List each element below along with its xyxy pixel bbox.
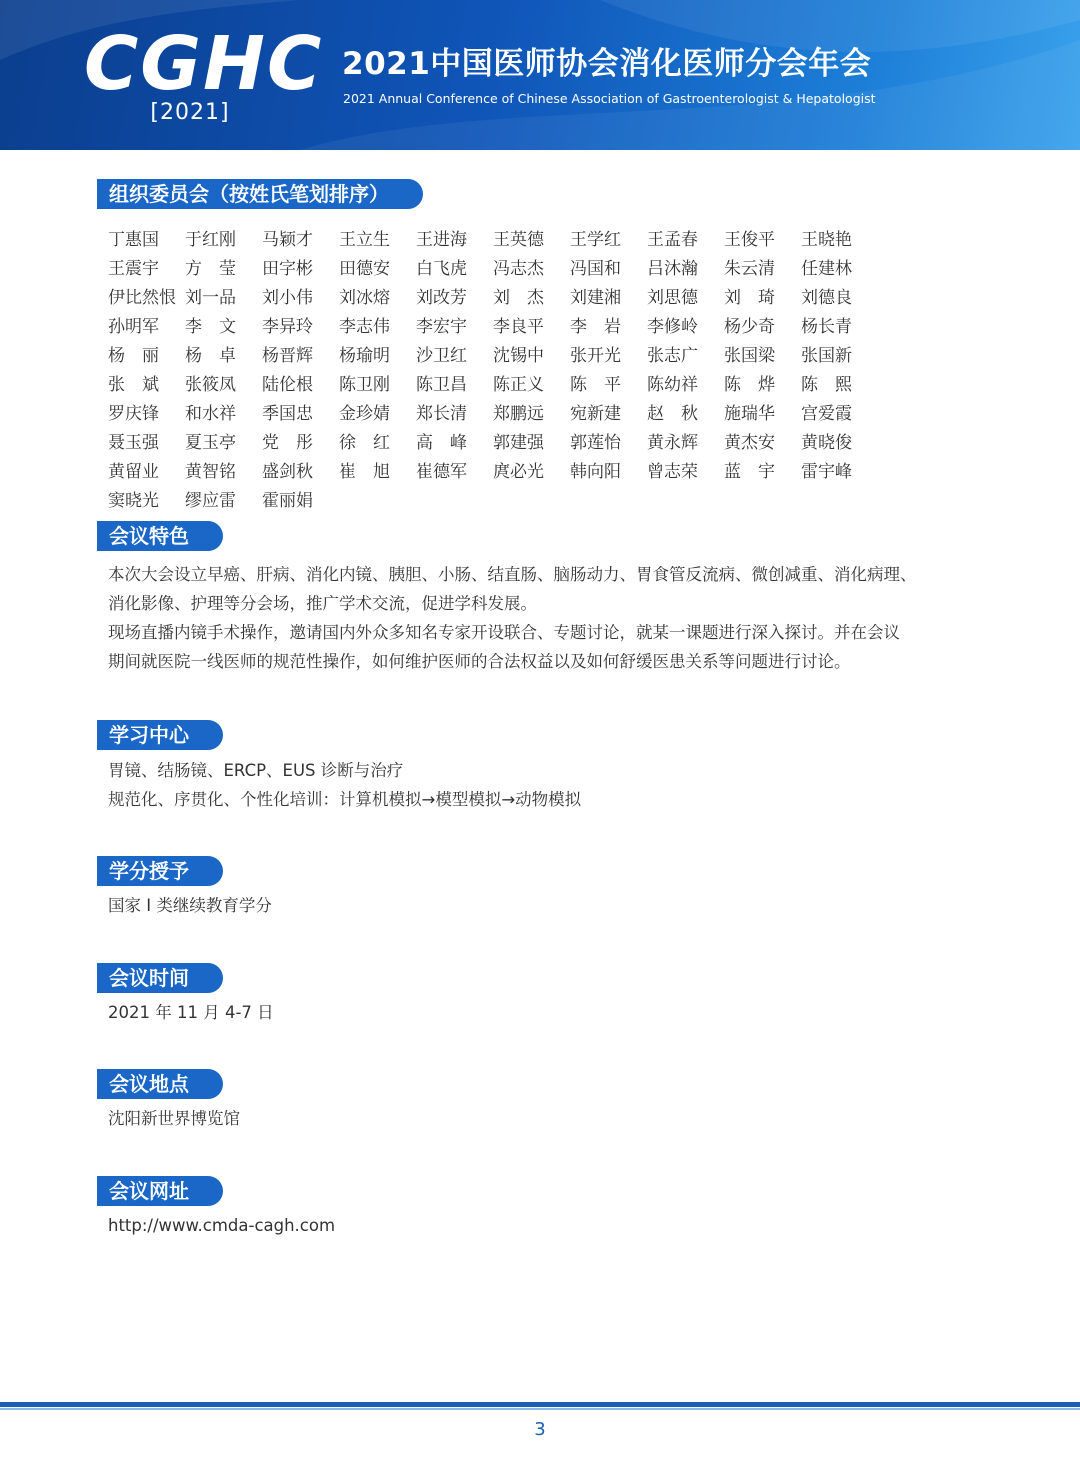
committee-member-name: 杨 丽 [108,346,159,366]
venue-text: 沈阳新世界博览馆 [108,1109,240,1128]
committee-names-grid [108,226,988,516]
committee-member-name: 丁惠国 [108,230,159,250]
section-heading-venue: 会议地点 [97,1069,223,1099]
committee-member-name: 王学红 [570,230,621,250]
features-line: 期间就医院一线医师的规范性操作，如何维护医师的合法权益以及如何舒缓医患关系等问题进行讨论。 [108,652,851,671]
committee-member-name: 王晓艳 [801,230,852,250]
committee-member-name: 张开光 [570,346,621,366]
section-heading-credit: 学分授予 [97,856,223,886]
website-link[interactable]: http://www.cmda-cagh.com [108,1216,336,1235]
logo-year: [2021] [150,100,230,125]
committee-member-name: 李良平 [493,317,544,337]
committee-member-name: 王震宇 [108,259,159,279]
committee-member-name: 杨晋辉 [262,346,313,366]
committee-member-name: 蓝 宇 [724,462,775,482]
section-heading-committee: 组织委员会（按姓氏笔划排序） [97,179,423,209]
committee-member-name: 张国新 [801,346,852,366]
learning-text [108,756,998,814]
committee-member-name: 庹必光 [493,462,544,482]
committee-member-name: 于红刚 [185,230,236,250]
committee-member-name: 李志伟 [339,317,390,337]
committee-member-name: 刘改芳 [416,288,467,308]
committee-member-name: 赵 秋 [647,404,698,424]
features-line: 本次大会设立早癌、肝病、消化内镜、胰胆、小肠、结直肠、脑肠动力、胃食管反流病、微创减重、消化病理、 [108,565,917,584]
committee-member-name: 李 岩 [570,317,621,337]
committee-member-name: 吕沐瀚 [647,259,698,279]
committee-member-name: 马颖才 [262,230,313,250]
committee-member-name: 崔 旭 [339,462,390,482]
learning-line: 规范化、序贯化、个性化培训：计算机模拟→模型模拟→动物模拟 [108,790,582,809]
committee-member-name: 宛新建 [570,404,621,424]
committee-member-name: 王英德 [493,230,544,250]
committee-member-name: 金珍婧 [339,404,390,424]
committee-member-name: 徐 红 [339,433,390,453]
committee-member-name: 白飞虎 [416,259,467,279]
committee-member-name: 和水祥 [185,404,236,424]
committee-member-name: 李异玲 [262,317,313,337]
committee-member-name: 郑鹏远 [493,404,544,424]
committee-member-name: 张筱凤 [185,375,236,395]
section-heading-features: 会议特色 [97,521,223,551]
committee-member-name: 田德安 [339,259,390,279]
committee-member-name: 方 莹 [185,259,236,279]
committee-member-name: 黄留业 [108,462,159,482]
footer-divider-light [0,1408,1080,1410]
committee-member-name: 窦晓光 [108,491,159,511]
committee-member-name: 王俊平 [724,230,775,250]
committee-member-name: 冯志杰 [493,259,544,279]
conference-subtitle: 2021 Annual Conference of Chinese Association of Gastroenterologist & Hepatologist [343,91,876,106]
committee-member-name: 缪应雷 [185,491,236,511]
committee-member-name: 王孟春 [647,230,698,250]
committee-member-name: 李宏宇 [416,317,467,337]
header-banner [0,0,1080,150]
logo: CGHC [84,21,324,107]
committee-member-name: 朱云清 [724,259,775,279]
committee-member-name: 季国忠 [262,404,313,424]
committee-member-name: 刘冰熔 [339,288,390,308]
committee-member-name: 施瑞华 [724,404,775,424]
committee-member-name: 杨长青 [801,317,852,337]
committee-member-name: 刘一品 [185,288,236,308]
committee-member-name: 黄智铭 [185,462,236,482]
committee-member-name: 冯国和 [570,259,621,279]
committee-member-name: 杨瑜明 [339,346,390,366]
section-heading-website: 会议网址 [97,1176,223,1206]
committee-member-name: 张 斌 [108,375,159,395]
committee-member-name: 陈卫昌 [416,375,467,395]
committee-member-name: 刘思德 [647,288,698,308]
section-heading-learning: 学习中心 [97,720,223,750]
footer-divider [0,1402,1080,1407]
committee-member-name: 黄杰安 [724,433,775,453]
committee-member-name: 崔德军 [416,462,467,482]
committee-member-name: 霍丽娟 [262,491,313,511]
committee-member-name: 伊比然恨 [108,288,176,308]
committee-member-name: 刘小伟 [262,288,313,308]
committee-member-name: 夏玉亭 [185,433,236,453]
committee-member-name: 张志广 [647,346,698,366]
committee-member-name: 盛剑秋 [262,462,313,482]
committee-member-name: 田字彬 [262,259,313,279]
committee-member-name: 雷宇峰 [801,462,852,482]
committee-member-name: 王进海 [416,230,467,250]
committee-member-name: 党 彤 [262,433,313,453]
committee-member-name: 韩向阳 [570,462,621,482]
committee-member-name: 李修岭 [647,317,698,337]
committee-member-name: 张国梁 [724,346,775,366]
committee-member-name: 宫爱霞 [801,404,852,424]
committee-member-name: 郭建强 [493,433,544,453]
credit-text: 国家 I 类继续教育学分 [108,896,272,915]
committee-member-name: 郑长清 [416,404,467,424]
committee-member-name: 刘 琦 [724,288,775,308]
learning-line: 胃镜、结肠镜、ERCP、EUS 诊断与治疗 [108,761,404,780]
committee-member-name: 刘建湘 [570,288,621,308]
features-line: 消化影像、护理等分会场，推广学术交流，促进学科发展。 [108,594,537,613]
committee-member-name: 郭莲怡 [570,433,621,453]
committee-member-name: 刘 杰 [493,288,544,308]
section-heading-time: 会议时间 [97,963,223,993]
committee-member-name: 刘德良 [801,288,852,308]
committee-member-name: 任建林 [801,259,852,279]
committee-member-name: 高 峰 [416,433,467,453]
committee-member-name: 沈锡中 [493,346,544,366]
committee-member-name: 杨 卓 [185,346,236,366]
committee-member-name: 孙明军 [108,317,159,337]
committee-member-name: 陈 烨 [724,375,775,395]
committee-member-name: 黄永辉 [647,433,698,453]
committee-member-name: 沙卫红 [416,346,467,366]
committee-member-name: 陈正义 [493,375,544,395]
committee-member-name: 陈幼祥 [647,375,698,395]
committee-member-name: 陈 熙 [801,375,852,395]
features-line: 现场直播内镜手术操作，邀请国内外众多知名专家开设联合、专题讨论，就某一课题进行深入探讨。并在会议 [108,623,900,642]
conference-title: 2021中国医师协会消化医师分会年会 [342,46,872,82]
features-text [108,560,998,676]
committee-member-name: 李 文 [185,317,236,337]
committee-member-name: 黄晓俊 [801,433,852,453]
committee-member-name: 聂玉强 [108,433,159,453]
committee-member-name: 杨少奇 [724,317,775,337]
page-number: 3 [534,1419,546,1440]
committee-member-name: 王立生 [339,230,390,250]
committee-member-name: 曾志荣 [647,462,698,482]
committee-member-name: 罗庆锋 [108,404,159,424]
committee-member-name: 陆伦根 [262,375,313,395]
committee-member-name: 陈 平 [570,375,621,395]
time-text: 2021 年 11 月 4-7 日 [108,1003,274,1022]
committee-member-name: 陈卫刚 [339,375,390,395]
